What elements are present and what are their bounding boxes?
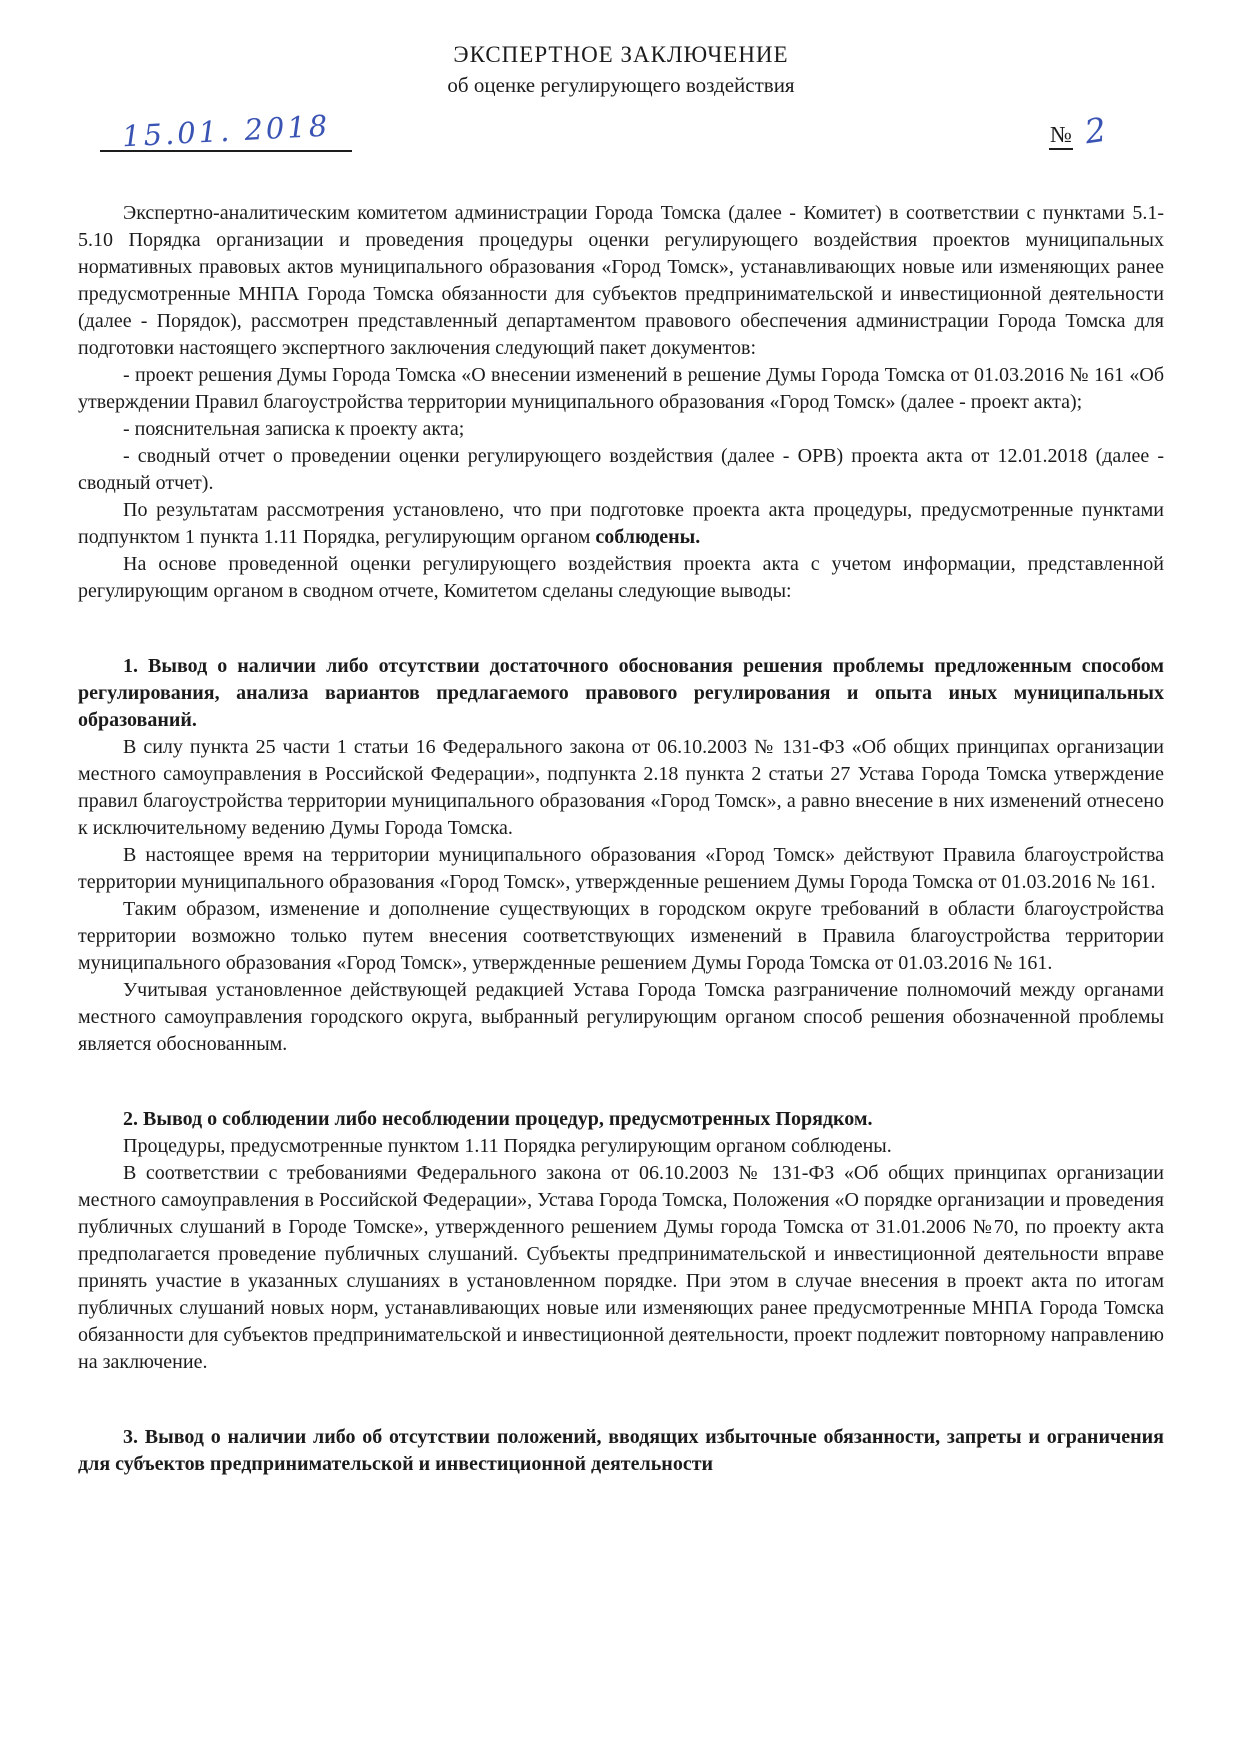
meta-row	[78, 108, 1164, 184]
doc-list-item-explanatory-note: - пояснительная записка к проекту акта;	[123, 418, 465, 440]
results-text: По результатам рассмотрения установлено, что при подготовке проекта акта процедуры, предусмотренные пунктами подпунктом 1 пункта 1.11 Порядка, регулирующим органом	[78, 499, 1164, 548]
handwritten-number: 2	[1082, 109, 1109, 152]
section2-heading: 2. Вывод о соблюдении либо несоблюдении процедур, предусмотренных Порядком.	[123, 1108, 873, 1130]
results-bold-word: соблюдены.	[595, 526, 701, 548]
document-title: ЭКСПЕРТНОЕ ЗАКЛЮЧЕНИЕ	[453, 42, 789, 67]
document-body	[78, 200, 1164, 1478]
number-sign: №	[1049, 122, 1073, 150]
doc-list-item-summary-report: - сводный отчет о проведении оценки регулирующего воздействия (далее - ОРВ) проекта акта от 12.01.2018 (далее - сводный отчет).	[78, 445, 1164, 494]
date-field	[100, 108, 352, 154]
intro-paragraph: Экспертно-аналитическим комитетом администрации Города Томска (далее - Комитет) в соответствии с пунктами 5.1-5.10 Порядка организации и проведения процедуры оценки регулирующего воздействия проектов муниципальных нормативных правовых актов муниципального образования «Город Томск», устанавливающих новые или изменяющих ранее предусмотренные МНПА Города Томска обязанности для субъектов предпринимательской и инвестиционной деятельности (далее - Порядок), рассмотрен представленный департаментом правового обеспечения администрации Города Томска для подготовки настоящего экспертного заключения следующий пакет документов:	[78, 202, 1164, 359]
section1-paragraph-1: В силу пункта 25 части 1 статьи 16 Федерального закона от 06.10.2003 № 131-ФЗ «Об общих принципах организации местного самоуправления в Российской Федерации», подпункта 2.18 пункта 2 статьи 27 Устава Города Томска утверждение правил благоустройства территории муниципального образования «Город Томск», а равно внесение в них изменений отнесено к исключительному ведению Думы Города Томска.	[78, 736, 1164, 839]
section2-paragraph-2: В соответствии с требованиями Федерального закона от 06.10.2003 № 131-ФЗ «Об общих принципах организации местного самоуправления в Российской Федерации», Устава Города Томска, Положения «О порядке организации и проведения публичных слушаний в Городе Томске», утвержденного решением Думы города Томска от 31.01.2006 №70, по проекту акта предполагается проведение публичных слушаний. Субъекты предпринимательской и инвестиционной деятельности вправе принять участие в указанных слушаниях в установленном порядке. При этом в случае внесения в проект акта по итогам публичных слушаний новых норм, устанавливающих новые или изменяющих ранее предусмотренные МНПА Города Томска обязанности для субъектов предпринимательской и инвестиционной деятельности, проект подлежит повторному направлению на заключение.	[78, 1162, 1164, 1373]
section1-paragraph-2: В настоящее время на территории муниципального образования «Город Томск» действуют Правила благоустройства территории муниципального образования «Город Томск», утвержденные решением Думы Города Томска от 01.03.2016 № 161.	[78, 844, 1164, 893]
section1-paragraph-4: Учитывая установленное действующей редакцией Устава Города Томска разграничение полномочий между органами местного самоуправления городского округа, выбранный регулирующим органом способ решения обозначенной проблемы является обоснованным.	[78, 979, 1164, 1055]
section2-paragraph-1: Процедуры, предусмотренные пунктом 1.11 Порядка регулирующим органом соблюдены.	[123, 1135, 892, 1157]
section1-paragraph-3: Таким образом, изменение и дополнение существующих в городском округе требований в области благоустройства территории возможно только путем внесения соответствующих изменений в Правила благоустройства территории муниципального образования «Город Томск», утвержденные решением Думы Города Томска от 01.03.2016 № 161.	[78, 898, 1164, 974]
number-field	[1049, 109, 1109, 152]
document-subtitle: об оценке регулирующего воздействия	[447, 73, 795, 97]
results-paragraph	[78, 497, 1164, 551]
handwritten-date: 15.01. 2018	[121, 108, 331, 154]
doc-list-item-draft-decision: - проект решения Думы Города Томска «О внесении изменений в решение Думы Города Томска от 01.03.2016 № 161 «Об утверждении Правил благоустройства территории муниципального образования «Город Томск» (далее - проект акта);	[78, 364, 1164, 413]
section3-heading: 3. Вывод о наличии либо об отсутствии положений, вводящих избыточные обязанности, запреты и ограничения для субъектов предпринимательской и инвестиционной деятельности	[78, 1426, 1164, 1475]
conclusions-intro-paragraph: На основе проведенной оценки регулирующего воздействия проекта акта с учетом информации, представленной регулирующим органом в сводном отчете, Комитетом сделаны следующие выводы:	[78, 553, 1164, 602]
section1-heading: 1. Вывод о наличии либо отсутствии достаточного обоснования решения проблемы предложенным способом регулирования, анализа вариантов предлагаемого правового регулирования и опыта иных муниципальных образований.	[78, 655, 1164, 731]
